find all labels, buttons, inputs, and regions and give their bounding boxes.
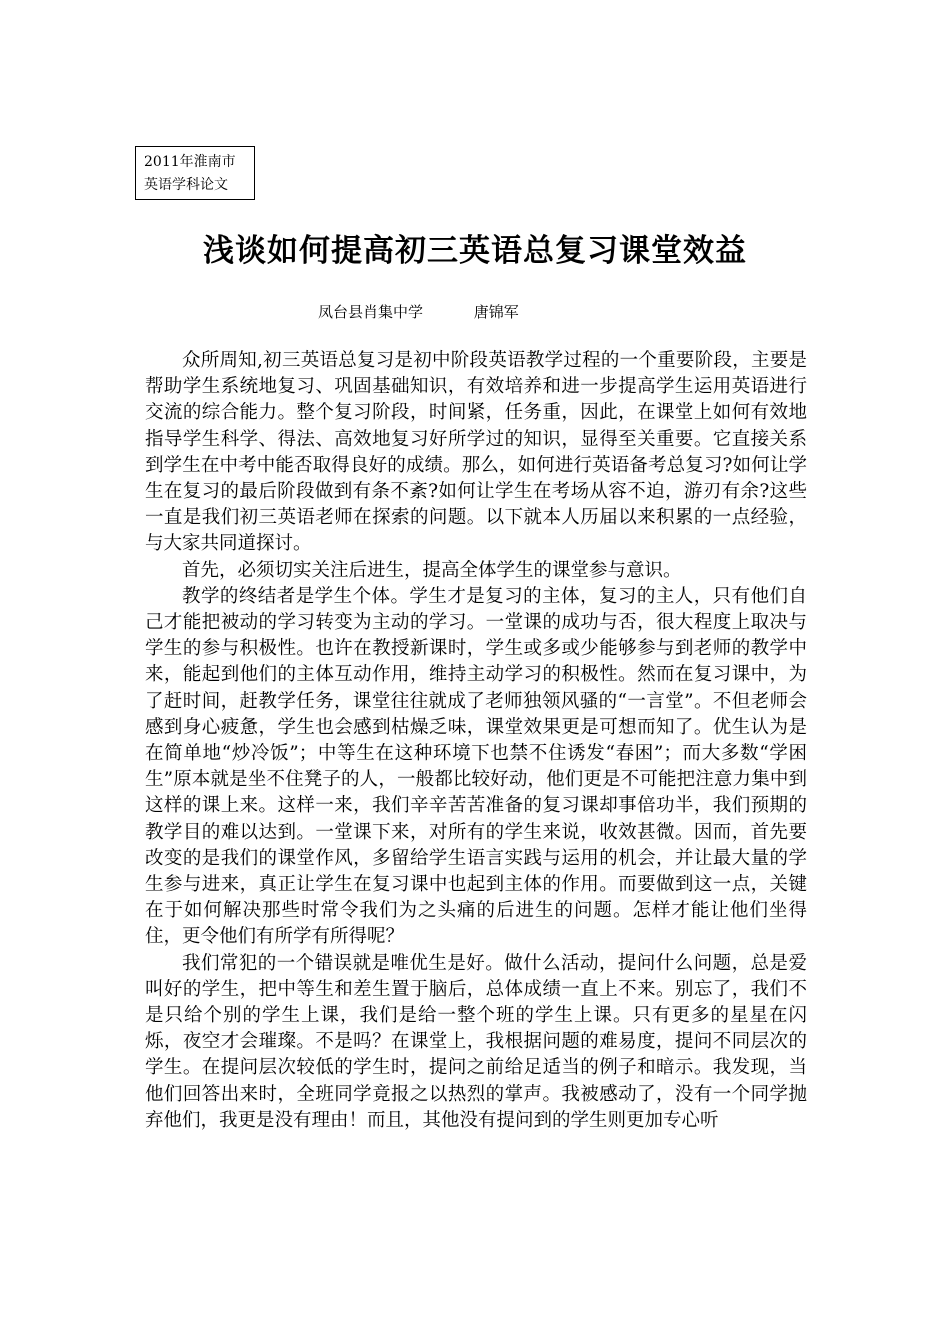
page-title: 浅谈如何提高初三英语总复习课堂效益	[203, 233, 747, 269]
paragraph-heading-first: 首先，必须切实关注后进生，提高全体学生的课堂参与意识。	[182, 559, 682, 581]
article-body	[145, 348, 807, 1134]
author-name: 唐锦军	[473, 303, 519, 321]
paragraph-intro: 众所周知,初三英语总复习是初中阶段英语教学过程的一个重要阶段，主要是帮助学生系统地复习、巩固基础知识，有效培养和进一步提高学生运用英语进行交流的综合能力。整个复习阶段，时间紧，任务重，因此，在课堂上如何有效地指导学生科学、得法、高效地复习好所学过的知识，显得至关重要。它直接关系到学生在中考中能否取得良好的成绩。那么，如何进行英语备考总复习?如何让学生在复习的最后阶段做到有条不紊?如何让学生在考场从容不迫，游刃有余?这些一直是我们初三英语老师在探索的问题。以下就本人历届以来积累的一点经验，与大家共同道探讨。	[145, 350, 807, 555]
tag-line-subject: 英语学科论文	[144, 177, 228, 193]
paragraph-student-subject: 教学的终结者是学生个体。学生才是复习的主体，复习的主人，只有他们自己才能把被动的学习转变为主动的学习。一堂课的成功与否，很大程度上取决与学生的参与积极性。也许在教授新课时，学生或多或少能够参与到老师的教学中来，能起到他们的主体互动作用，维持主动学习的积极性。然而在复习课中，为了赶时间，赶教学任务，课堂往往就成了老师独领风骚的“一言堂”。不但老师会感到身心疲惫，学生也会感到枯燥乏味，课堂效果更是可想而知了。优生认为是在简单地“炒冷饭”；中等生在这种环境下也禁不住诱发“春困”；而大多数“学困生”原本就是坐不住凳子的人，一般都比较好动，他们更是不可能把注意力集中到这样的课上来。这样一来，我们辛辛苦苦准备的复习课却事倍功半，我们预期的教学目的难以达到。一堂课下来，对所有的学生来说，收效甚微。因而，首先要改变的是我们的课堂作风，多留给学生语言实践与运用的机会，并让最大量的学生参与进来，真正让学生在复习课中也起到主体的作用。而要做到这一点，关键在于如何解决那些时常令我们为之头痛的后进生的问题。怎样才能让他们坐得住，更令他们有所学有所得呢？	[145, 585, 807, 948]
subject-tag-box	[135, 146, 255, 200]
paragraph-common-mistake: 我们常犯的一个错误就是唯优生是好。做什么活动，提问什么问题，总是爱叫好的学生，把中等生和差生置于脑后，总体成绩一直上不来。别忘了，我们不是只给个别的学生上课，我们是给一整个班的学生上课。只有更多的星星在闪烁，夜空才会璀璨。不是吗？在课堂上，我根据问题的难易度，提问不同层次的学生。在提问层次较低的学生时，提问之前给足适当的例子和暗示。我发现，当他们回答出来时，全班同学竟报之以热烈的掌声。我被感动了，没有一个同学抛弃他们，我更是没有理由！而且，其他没有提问到的学生则更加专心听	[145, 952, 807, 1131]
author-school: 凤台县肖集中学	[318, 303, 424, 321]
byline	[318, 301, 519, 323]
tag-line-year-city: 2011年淮南市	[144, 154, 236, 170]
